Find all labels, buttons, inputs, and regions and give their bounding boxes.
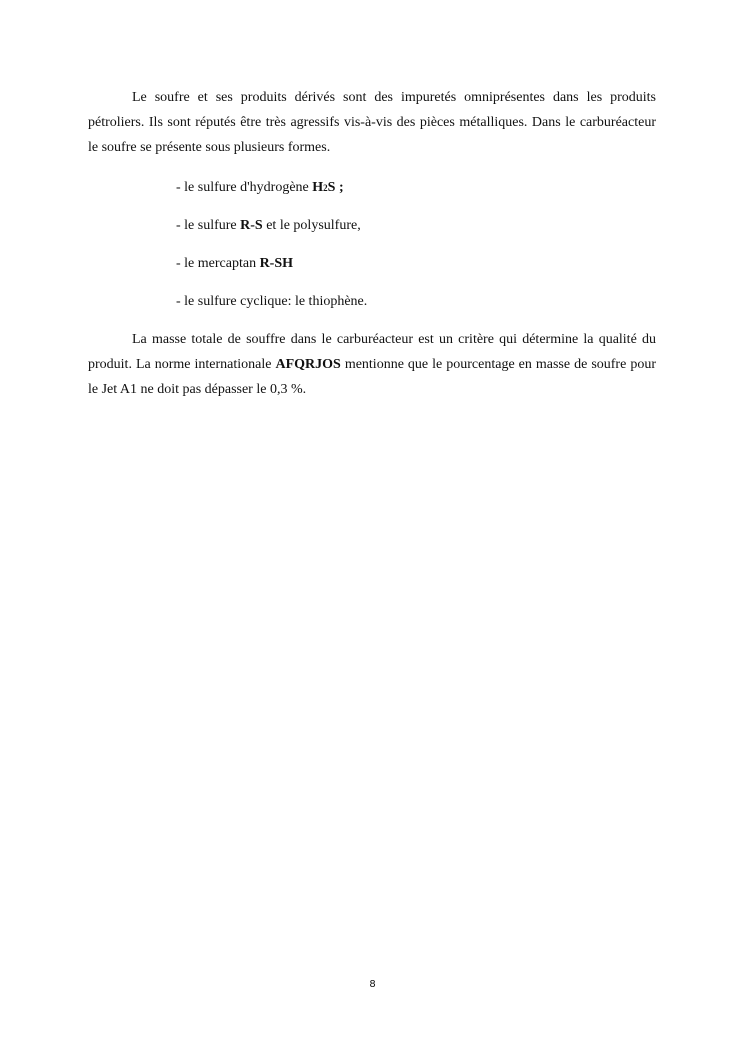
list-item-hydrogen-sulfide [176, 178, 344, 198]
norm-name: AFQRJOS [275, 357, 341, 372]
list-item-suffix: et le polysulfure, [262, 218, 361, 233]
paragraph-intro: Le soufre et ses produits dérivés sont des impuretés omniprésentes dans les produits pétroliers. Ils sont réputés être très agressifs vis-à-vis des pièces métalliques. Dans le carburéacteur le soufre se présente sous plusieurs formes. [88, 90, 656, 155]
list-item-text: - le sulfure cyclique: le thiophène. [176, 294, 368, 309]
formula-rs: R-S [240, 218, 263, 233]
list-item-text: - le mercaptan [176, 256, 260, 271]
list-item-sulfide [176, 216, 361, 236]
list-item-mercaptan [176, 254, 293, 274]
page-number: 8 [369, 979, 376, 990]
list-item-text: - le sulfure [176, 218, 241, 233]
list-item-cyclic-sulfide [176, 292, 367, 312]
list-item-text: - le sulfure d'hydrogène [176, 180, 313, 195]
paragraph-norm: La masse totale de souffre dans le carburéacteur est un critère qui détermine la qualité du produit. La norme internationale AFQRJOS mentionne que le pourcentage en masse de soufre pour le Jet A1 ne doit pas dépasser le 0,3 %. [88, 332, 656, 397]
formula-h2s: H2S ; [312, 180, 344, 195]
formula-rsh: R-SH [259, 256, 294, 271]
